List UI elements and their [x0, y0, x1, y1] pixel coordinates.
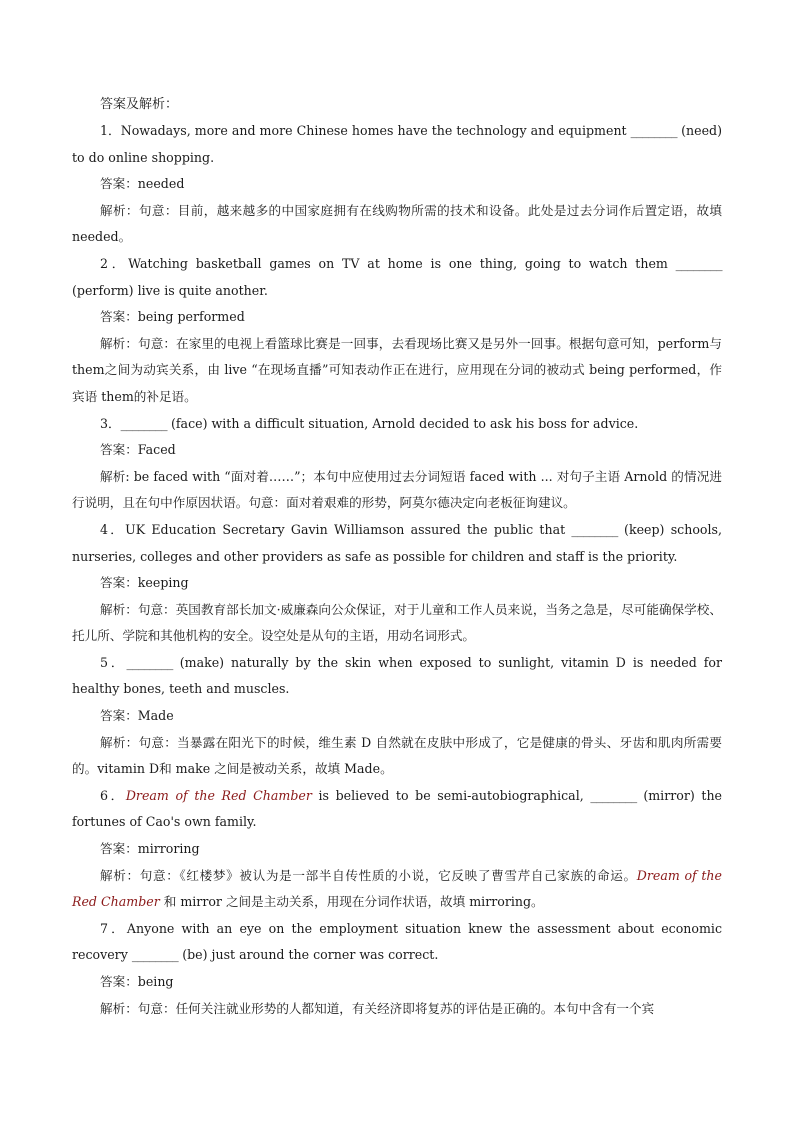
answer-6: 答案：mirroring: [100, 841, 200, 857]
question-2: 2．Watching basketball games on TV at home is one thing, going to watch them ________ (perform) live is quite another.: [72, 255, 722, 298]
analysis-4: 解析：句意：英国教育部长加文·威廉森向公众保证，对于儿童和工作人员来说，当务之急是，尽可能确保学校、托儿所、学院和其他机构的安全。设空处是从句的主语，用动名词形式。: [72, 601, 722, 644]
blank: ________: [120, 415, 167, 431]
answer-1: 答案：needed: [100, 176, 185, 192]
book-title: Dream of the Red Chamber: [125, 787, 312, 803]
answer-5: 答案：Made: [100, 708, 174, 724]
analysis-2: 解析：句意：在家里的电视上看篮球比赛是一回事，去看现场比赛又是另外一回事。根据句意可知，perform与 them之间为动宾关系，由 live “在现场直播”可知表动作正在进行，应用现在分词的被动式 being performed，作宾语 them的补足语。: [72, 335, 722, 404]
question-4: 4．UK Education Secretary Gavin Williamson assured the public that ________ (keep) schools, nurseries, colleges and other providers as safe as possible for children and staff is the priority.: [72, 521, 723, 564]
analysis-5: 解析：句意：当暴露在阳光下的时候，维生素 D 自然就在皮肤中形成了，它是健康的骨头、牙齿和肌肉所需要的。vitamin D和 make 之间是被动关系，故填 Made。: [72, 734, 722, 777]
book-title: Dream of the Red Chamber: [72, 867, 722, 910]
blank: ________: [590, 787, 637, 803]
section-heading: 答案及解析：: [100, 97, 179, 112]
answer-3: 答案：Faced: [100, 442, 176, 458]
blank: ________: [675, 255, 722, 271]
question-7: 7．Anyone with an eye on the employment situation knew the assessment about economic recovery ________ (be) just around the corner was correct.: [72, 920, 722, 963]
blank: ________: [126, 654, 173, 670]
answer-4: 答案：keeping: [100, 575, 189, 591]
answer-7: 答案：being: [100, 974, 174, 989]
answer-2: 答案：being performed: [100, 309, 245, 325]
question-3: 3．________ (face) with a difficult situation, Arnold decided to ask his boss for advice.: [100, 415, 639, 431]
analysis-7: 解析：句意：任何关注就业形势的人都知道，有关经济即将复苏的评估是正确的。本句中含有一个宾: [100, 1000, 655, 1016]
analysis-1: 解析：句意：目前，越来越多的中国家庭拥有在线购物所需的技术和设备。此处是过去分词作后置定语，故填needed。: [72, 202, 722, 245]
question-1: 1．Nowadays, more and more Chinese homes have the technology and equipment ________ (need) to do online shopping.: [72, 123, 722, 165]
blank: ________: [571, 521, 618, 537]
analysis-6: 解析：句意：《红楼梦》被认为是一部半自传性质的小说，它反映了曹雪芹自己家族的命运。Dream of the Red Chamber 和 mirror 之间是主动关系，用现在分词作状语，故填 mirroring。: [72, 867, 722, 910]
question-6: 6．Dream of the Red Chamber is believed to be semi-autobiographical, ________ (mirror) the fortunes of Cao's own family.: [72, 787, 723, 830]
analysis-3: 解析: be faced with “面对着……”；本句中应使用过去分词短语 faced with ... 对句子主语 Arnold 的情况进行说明，且在句中作原因状语。句意：面对着艰难的形势，阿莫尔德决定向老板征询建议。: [72, 468, 722, 511]
blank: ________: [131, 947, 179, 963]
blank: ________: [630, 123, 678, 138]
question-5: 5．________ (make) naturally by the skin when exposed to sunlight, vitamin D is needed for healthy bones, teeth and muscles.: [72, 654, 722, 697]
